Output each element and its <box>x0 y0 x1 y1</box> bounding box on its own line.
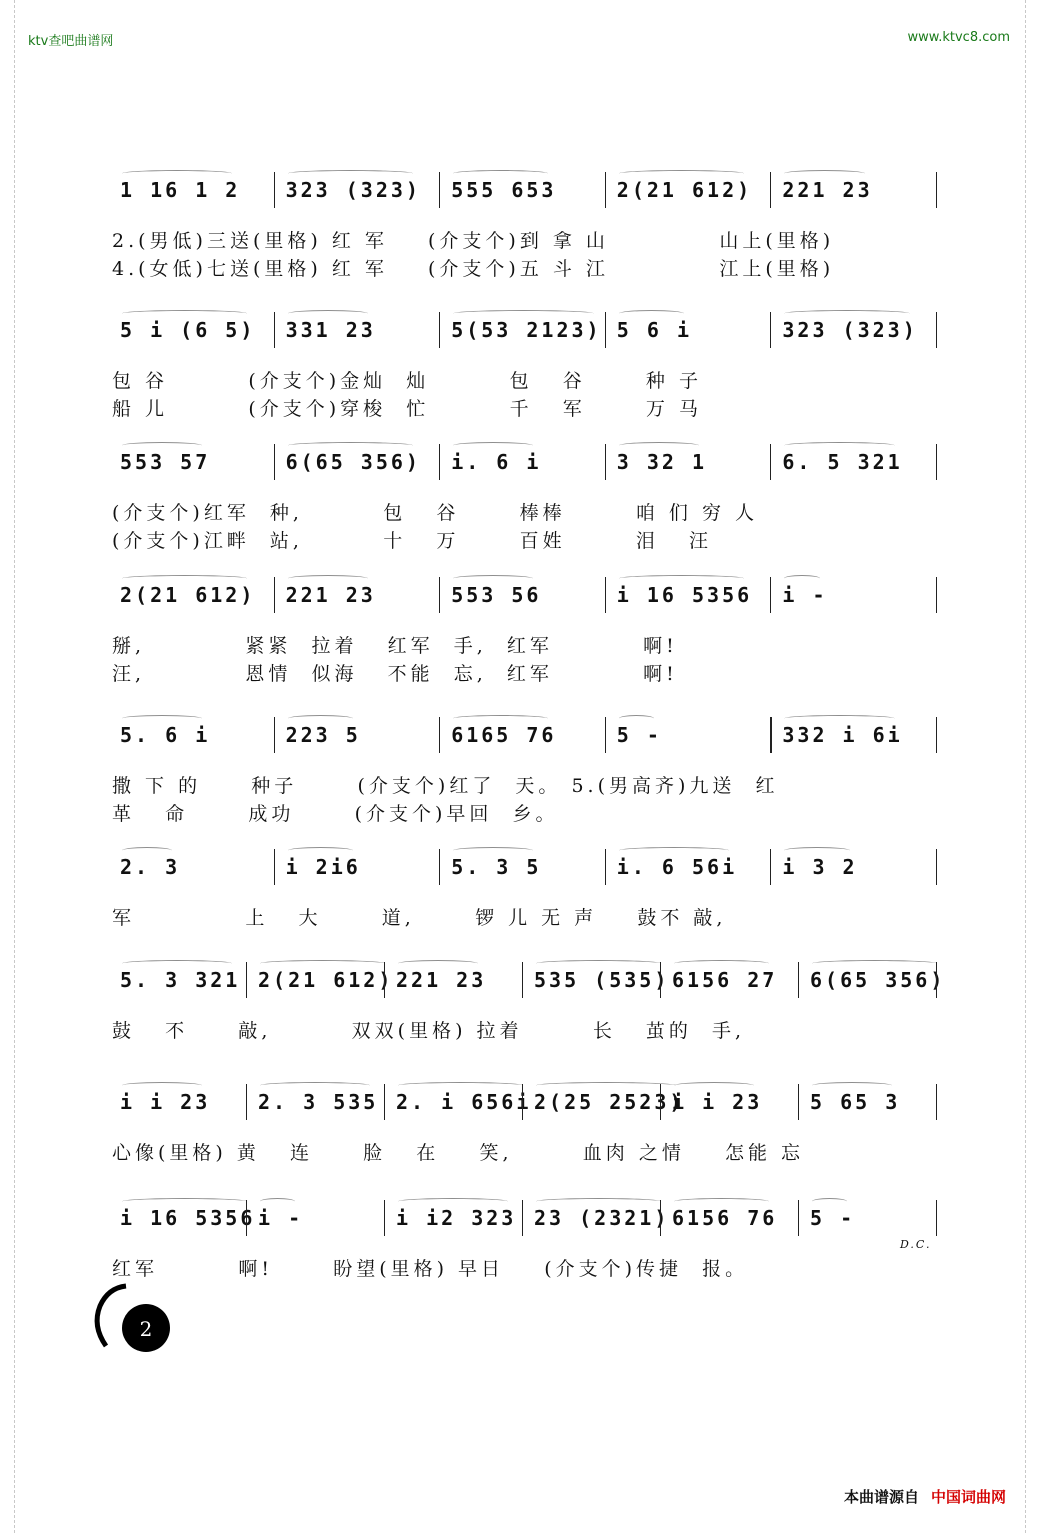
score-system <box>112 168 940 280</box>
score-system <box>112 308 940 420</box>
barline <box>660 1084 661 1120</box>
measure: 221 23 <box>286 573 376 617</box>
barline <box>439 312 440 348</box>
lyric-line: 鼓 不 敲, 双双(里格) 拉着 长 茧的 手, <box>112 1020 746 1042</box>
barline <box>274 172 275 208</box>
measure: 5 6 i <box>617 308 692 352</box>
lyric-line: 红军 啊! 盼望(里格) 早日 (介支个)传捷 报。 <box>112 1258 749 1280</box>
notation-line <box>112 1196 940 1240</box>
barline <box>936 849 937 885</box>
page-number: 2 <box>139 1317 153 1341</box>
lyric-line: 掰, 紧紧 拉着 红军 手, 红军 啊! <box>112 635 678 657</box>
barline <box>770 849 771 885</box>
measure: 553 57 <box>120 440 210 484</box>
barline <box>798 1084 799 1120</box>
barline <box>246 1084 247 1120</box>
lyrics-block <box>112 1240 940 1280</box>
measure: 23 (2321) <box>534 1196 669 1240</box>
measure: 221 23 <box>782 168 872 212</box>
lyrics-block <box>112 889 940 929</box>
barline <box>770 717 775 753</box>
measure: 332 i 6i <box>782 713 902 757</box>
right-margin-strip <box>1025 0 1040 1533</box>
barline <box>439 717 440 753</box>
measure: 5 - <box>617 713 662 757</box>
left-margin-strip <box>0 0 15 1533</box>
score-system <box>112 573 940 685</box>
measure: i i 23 <box>120 1080 210 1124</box>
lyrics-block <box>112 1124 940 1164</box>
barline <box>936 962 937 998</box>
measure: 535 (535) <box>534 958 669 1002</box>
notation-line <box>112 713 940 757</box>
lyric-line: (介支个)红军 种, 包 谷 棒棒 咱 们 穷 人 <box>112 502 759 524</box>
barline <box>770 444 771 480</box>
lyrics-block <box>112 1002 940 1042</box>
barline <box>522 1084 523 1120</box>
lyric-line: 4.(女低)七送(里格) 红 军 (介支个)五 斗 江 江上(里格) <box>112 258 835 280</box>
measure: 6156 27 <box>672 958 777 1002</box>
lyric-line: (介支个)江畔 站, 十 万 百姓 泪 汪 <box>112 530 713 552</box>
measure: i 3 2 <box>782 845 857 889</box>
lyric-line: 军 上 大 道, 锣 儿 无 声 鼓不 敲, <box>112 907 727 929</box>
score-system <box>112 1080 940 1164</box>
music-note-icon <box>97 1286 126 1346</box>
lyric-line: 船 儿 (介支个)穿梭 忙 千 军 万 马 <box>112 398 702 420</box>
measure: 6(65 356) <box>286 440 421 484</box>
barline <box>936 1200 937 1236</box>
measure: 323 (323) <box>286 168 421 212</box>
barline <box>770 172 771 208</box>
barline <box>439 172 440 208</box>
measure: 6156 76 <box>672 1196 777 1240</box>
measure: 2(21 612) <box>617 168 752 212</box>
measure: 2(21 612) <box>258 958 393 1002</box>
notation-line <box>112 308 940 352</box>
barline <box>439 849 440 885</box>
measure: i - <box>782 573 827 617</box>
barline <box>936 577 937 613</box>
measure: 5. 3 321 <box>120 958 240 1002</box>
measure: 2. i 656i <box>396 1080 531 1124</box>
measure: 6165 76 <box>451 713 556 757</box>
measure: i 16 5356 <box>617 573 752 617</box>
measure: 221 23 <box>396 958 486 1002</box>
measure: 6(65 356) <box>810 958 945 1002</box>
barline <box>439 444 440 480</box>
barline <box>274 312 275 348</box>
notation-line <box>112 168 940 212</box>
measure: 1 16 1 2 <box>120 168 240 212</box>
measure: i 2i6 <box>286 845 361 889</box>
barline <box>274 849 275 885</box>
barline <box>936 172 937 208</box>
lyric-line: 撒 下 的 种子 (介支个)红了 天。 5.(男高齐)九送 红 <box>112 775 779 797</box>
barline <box>770 577 771 613</box>
measure: 6. 5 321 <box>782 440 902 484</box>
barline <box>522 1200 523 1236</box>
measure: 223 5 <box>286 713 361 757</box>
barline <box>936 444 937 480</box>
lyrics-block <box>112 617 940 685</box>
measure: i i 23 <box>672 1080 762 1124</box>
da-capo-mark: D.C. <box>900 1238 932 1251</box>
score-system <box>112 958 946 1042</box>
barline <box>770 312 771 348</box>
lyrics-block <box>112 352 940 420</box>
page-number-badge <box>86 1276 176 1356</box>
barline <box>384 962 385 998</box>
barline <box>246 1200 247 1236</box>
measure: 2(21 612) <box>120 573 255 617</box>
measure: i i2 323 <box>396 1196 516 1240</box>
measure: 331 23 <box>286 308 376 352</box>
barline <box>439 577 440 613</box>
measure: 5. 6 i <box>120 713 210 757</box>
barline <box>246 962 247 998</box>
score-system <box>112 713 940 825</box>
measure: i. 6 i <box>451 440 541 484</box>
lyric-line: 革 命 成功 (介支个)早回 乡。 <box>112 803 559 825</box>
source-label: 本曲谱源自 <box>843 1488 919 1506</box>
measure: 5 - <box>810 1196 855 1240</box>
barline <box>798 1200 799 1236</box>
barline <box>660 962 661 998</box>
measure: 5(53 2123) <box>451 308 601 352</box>
measure: 5. 3 5 <box>451 845 541 889</box>
measure: 553 56 <box>451 573 541 617</box>
measure: 323 (323) <box>782 308 917 352</box>
measure: 2. 3 <box>120 845 180 889</box>
barline <box>605 172 606 208</box>
measure: 555 653 <box>451 168 556 212</box>
site-watermark-right: www.ktvc8.com <box>907 30 1010 45</box>
barline <box>605 444 606 480</box>
barline <box>936 1084 937 1120</box>
barline <box>936 312 937 348</box>
barline <box>605 849 606 885</box>
measure: i - <box>258 1196 303 1240</box>
source-site: 中国词曲网 <box>930 1488 1006 1506</box>
lyric-line: 心像(里格) 黄 连 脸 在 笑, 血肉 之情 怎能 忘 <box>112 1142 805 1164</box>
measure: i. 6 56i <box>617 845 737 889</box>
lyric-line: 包 谷 (介支个)金灿 灿 包 谷 种 子 <box>112 370 702 392</box>
notation-line <box>112 958 946 1002</box>
notation-line <box>112 440 940 484</box>
barline <box>936 717 937 753</box>
barline <box>522 962 523 998</box>
lyrics-block <box>112 757 940 825</box>
barline <box>274 717 275 753</box>
barline <box>605 577 606 613</box>
barline <box>798 962 799 998</box>
notation-line <box>112 1080 940 1124</box>
lyric-line: 汪, 恩情 似海 不能 忘, 红军 啊! <box>112 663 678 685</box>
lyrics-block <box>112 212 940 280</box>
barline <box>274 444 275 480</box>
lyrics-block <box>112 484 940 552</box>
source-credit <box>844 1486 1006 1507</box>
measure: 3 32 1 <box>617 440 707 484</box>
score-system <box>112 440 940 552</box>
measure: i 16 5356 <box>120 1196 255 1240</box>
barline <box>384 1200 385 1236</box>
score-system <box>112 845 940 929</box>
barline <box>605 312 606 348</box>
measure: 5 65 3 <box>810 1080 900 1124</box>
barline <box>605 717 606 753</box>
barline <box>660 1200 661 1236</box>
barline <box>274 577 275 613</box>
site-watermark-left: ktv查吧曲谱网 <box>28 34 114 49</box>
measure: 2. 3 535 <box>258 1080 378 1124</box>
measure: 2(25 2523) <box>534 1080 684 1124</box>
barline <box>384 1084 385 1120</box>
measure: 5 i (6 5) <box>120 308 255 352</box>
notation-line <box>112 573 940 617</box>
lyric-line: 2.(男低)三送(里格) 红 军 (介支个)到 拿 山 山上(里格) <box>112 230 835 252</box>
score-system <box>112 1196 940 1280</box>
notation-line <box>112 845 940 889</box>
